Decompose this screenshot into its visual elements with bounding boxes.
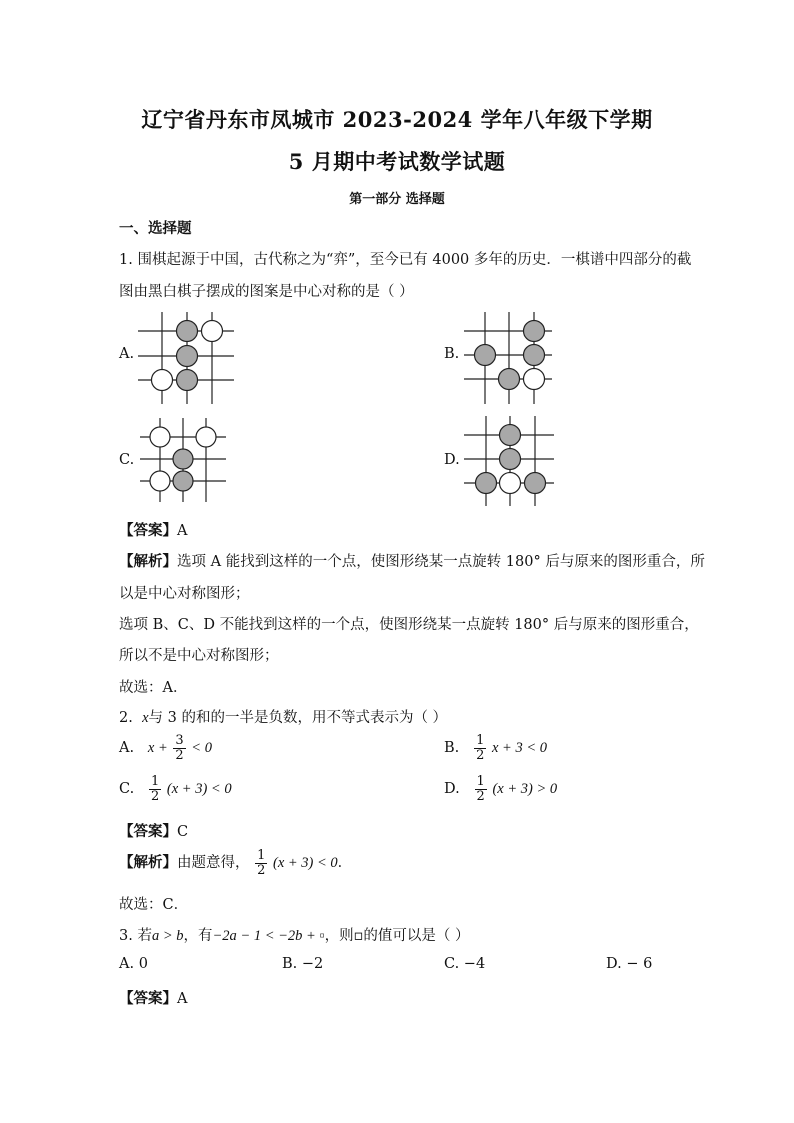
document-title-line1: 辽宁省丹东市凤城市 2023-2024 学年八年级下学期 — [141, 107, 653, 132]
analysis-end: ． — [337, 855, 353, 872]
q3-option-b: B. −2 — [282, 956, 324, 972]
q2-option-b-post: x + 3 < 0 — [491, 740, 547, 757]
denominator: 2 — [257, 862, 266, 878]
q1-analysis-line3: 选项 B、C、D 不能找到这样的一个点，使图形绕某一点旋转 180° 后与原来的图形重合， — [119, 617, 699, 633]
q2-number: 2. — [119, 710, 133, 726]
q1-option-a-label: A. — [119, 346, 135, 362]
q1-conclusion: 故选：A． — [119, 680, 188, 696]
numerator: 3 — [175, 733, 184, 748]
denominator: 2 — [476, 788, 485, 804]
q1-option-b-board — [464, 312, 560, 404]
numerator: 1 — [257, 848, 266, 863]
q2-option-b-label: B. — [444, 740, 460, 757]
q2-option-a-pre: x + — [147, 740, 168, 757]
denominator: 2 — [151, 788, 160, 804]
answer-tag: 【答案】 — [119, 522, 177, 539]
answer-value: A — [177, 991, 188, 1007]
q2-option-a — [119, 734, 212, 762]
q2-option-d-post: (x + 3) > 0 — [492, 781, 558, 798]
q3-stem — [119, 924, 470, 945]
answer-tag: 【答案】 — [119, 823, 177, 840]
q2-option-b — [444, 734, 547, 762]
q3-answer — [119, 987, 187, 1008]
q2-option-c — [119, 775, 232, 803]
q1-option-d-board — [464, 416, 560, 506]
denominator: 2 — [175, 747, 184, 763]
q3-inequality: −2a − 1 < −2b + ▫ — [212, 928, 325, 944]
answer-tag: 【答案】 — [119, 990, 177, 1007]
q2-option-c-post: (x + 3) < 0 — [166, 781, 232, 798]
answer-value: C — [177, 824, 189, 840]
q2-option-c-label: C. — [119, 781, 135, 798]
q1-option-d-label: D. — [444, 452, 460, 468]
q2-option-a-label: A. — [119, 740, 135, 757]
q2-option-d — [444, 775, 557, 803]
q1-stem-line1: 1. 围棋起源于中国，古代称之为“弈”，至今已有 4000 多年的历史．一棋谱中四部分的截 — [119, 252, 692, 268]
q2-analysis — [119, 849, 352, 877]
q1-answer — [119, 519, 187, 540]
q2-option-d-label: D. — [444, 781, 460, 798]
part-heading: 第一部分 选择题 — [349, 192, 445, 207]
analysis-text: 选项 A 能找到这样的一个点，使图形绕某一点旋转 180° 后与原来的图形重合，所 — [177, 554, 705, 570]
q2-option-d-fraction — [475, 775, 487, 803]
denominator: 2 — [476, 747, 485, 763]
analysis-expression: (x + 3) < 0 — [273, 855, 338, 872]
q3-option-c: C. −4 — [444, 956, 486, 972]
analysis-tag: 【解析】 — [119, 553, 177, 570]
answer-value: A — [177, 523, 188, 539]
q2-stem — [119, 706, 447, 727]
q1-option-a-board — [138, 312, 234, 404]
q2-conclusion: 故选：C． — [119, 897, 189, 913]
q2-analysis-fraction — [255, 849, 267, 877]
analysis-tag: 【解析】 — [119, 854, 177, 872]
q1-option-c-label: C. — [119, 452, 135, 468]
numerator: 1 — [476, 774, 485, 789]
q3-option-d: D. − 6 — [606, 956, 653, 972]
q1-analysis-line2: 以是中心对称图形； — [119, 586, 250, 602]
q1-analysis-line1 — [119, 550, 705, 571]
q2-variable: x — [142, 710, 149, 726]
q1-analysis-line4: 所以不是中心对称图形； — [119, 648, 279, 664]
q2-stem-text: 与 3 的和的一半是负数，用不等式表示为（ ） — [148, 710, 448, 726]
q1-option-c-board — [140, 418, 230, 502]
numerator: 1 — [476, 733, 485, 748]
q2-option-c-fraction — [149, 775, 161, 803]
q2-option-a-fraction — [173, 734, 185, 762]
q3-stem-post: ，则▫的值可以是（ ） — [324, 928, 470, 944]
q3-stem-pre: 3. 若 — [119, 928, 152, 944]
q3-stem-mid: ，有 — [183, 928, 213, 944]
q1-option-b-label: B. — [444, 346, 460, 362]
q2-option-a-post: < 0 — [191, 740, 212, 757]
section-heading: 一、选择题 — [119, 220, 192, 237]
q3-option-a: A. 0 — [119, 956, 148, 972]
document-title-line2: 5 月期中考试数学试题 — [288, 149, 506, 174]
q3-condition: a > b — [151, 928, 184, 944]
q2-answer — [119, 820, 188, 841]
q2-option-b-fraction — [474, 734, 486, 762]
q1-stem-line2: 图由黑白棋子摆成的图案是中心对称的是（ ） — [119, 284, 414, 300]
analysis-pre: 由题意得， — [177, 855, 250, 872]
numerator: 1 — [151, 774, 160, 789]
